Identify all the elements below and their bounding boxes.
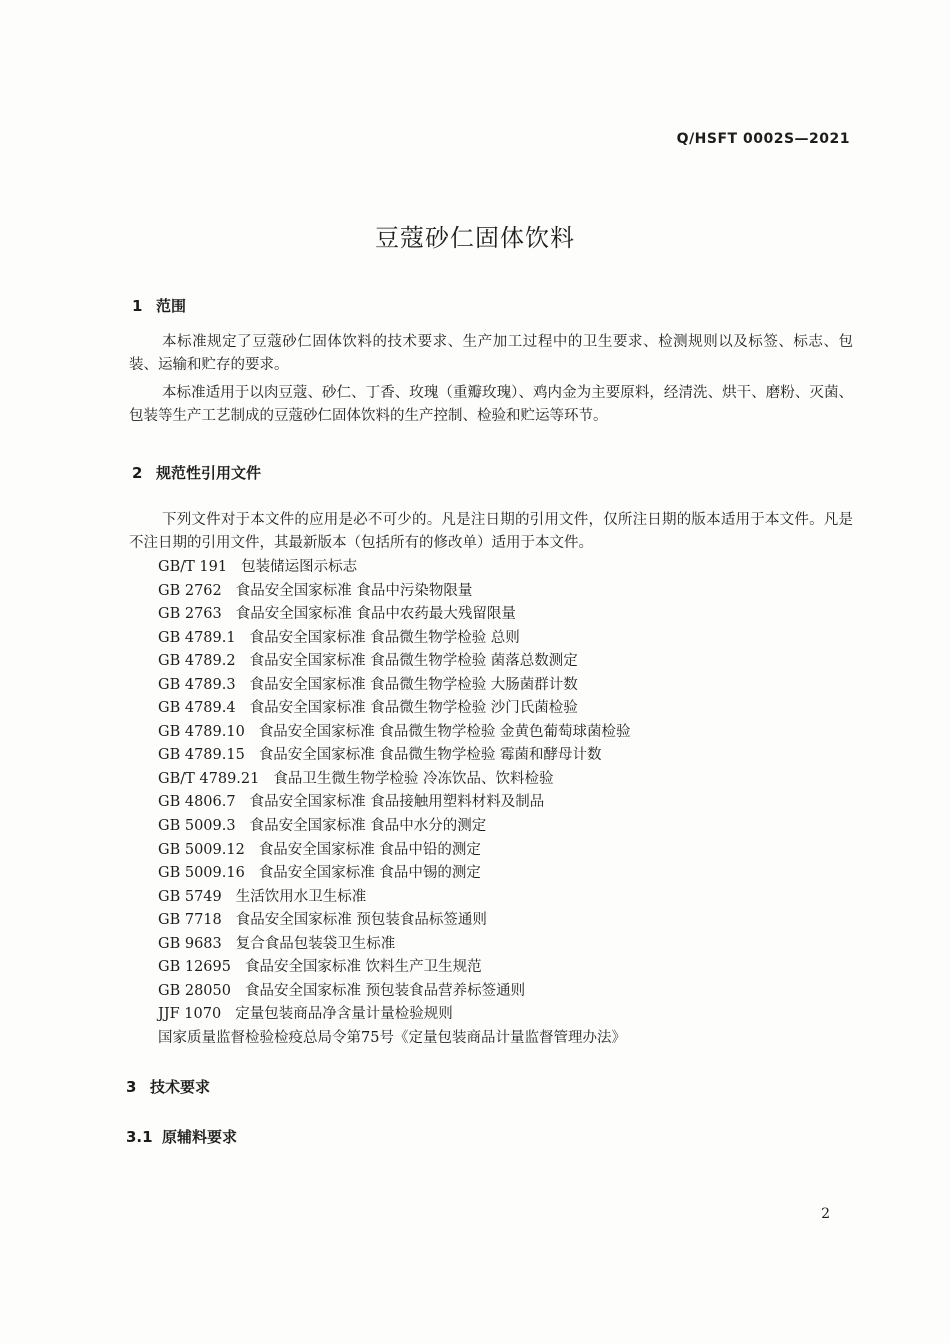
reference-code: JJF 1070 xyxy=(158,1006,222,1023)
page-number: 2 xyxy=(821,1206,830,1222)
reference-item xyxy=(158,909,631,933)
reference-title: 食品安全国家标准 食品中农药最大残留限量 xyxy=(235,606,516,623)
reference-title: 食品安全国家标准 食品中铅的测定 xyxy=(258,841,481,858)
reference-item xyxy=(158,650,631,674)
reference-code: GB 5749 xyxy=(158,888,222,905)
reference-item xyxy=(158,933,631,957)
reference-code: GB 4789.10 xyxy=(158,723,245,740)
reference-item xyxy=(158,815,631,839)
reference-item xyxy=(158,697,631,721)
reference-item xyxy=(158,768,631,792)
reference-item xyxy=(158,956,631,980)
reference-code: GB 4806.7 xyxy=(158,794,236,811)
reference-title: 复合食品包装袋卫生标准 xyxy=(235,935,396,952)
reference-title: 食品安全国家标准 食品微生物学检验 总则 xyxy=(249,629,520,646)
section-2-intro: 下列文件对于本文件的应用是必不可少的。凡是注日期的引用文件，仅所注日期的版本适用于本文件。凡是不注日期的引用文件，其最新版本（包括所有的修改单）适用于本文件。 xyxy=(129,512,853,551)
section-2-heading xyxy=(132,462,261,483)
reference-item xyxy=(158,721,631,745)
reference-title: 食品安全国家标准 食品中水分的测定 xyxy=(249,818,487,835)
reference-title: 食品安全国家标准 食品接触用塑料材料及制品 xyxy=(249,794,545,811)
section-3-heading xyxy=(126,1076,210,1097)
reference-list xyxy=(158,556,631,1050)
section-title: 规范性引用文件 xyxy=(156,464,262,482)
reference-title: 包装储运图示标志 xyxy=(241,559,358,575)
reference-title: 食品安全国家标准 食品中污染物限量 xyxy=(235,582,473,599)
section-number: 3.1 xyxy=(126,1128,153,1146)
reference-code: GB 4789.1 xyxy=(158,629,236,646)
reference-item xyxy=(158,886,631,910)
reference-item xyxy=(158,580,631,604)
reference-title: 定量包装商品净含量计量检验规则 xyxy=(235,1006,453,1023)
reference-code: GB 4789.4 xyxy=(158,700,236,717)
reference-title: 食品安全国家标准 饮料生产卫生规范 xyxy=(244,959,482,976)
reference-code: GB 5009.3 xyxy=(158,818,236,835)
reference-title: 食品安全国家标准 食品微生物学检验 霉菌和酵母计数 xyxy=(258,747,602,764)
section-3-1-heading xyxy=(126,1126,237,1147)
reference-title: 食品安全国家标准 预包装食品标签通则 xyxy=(235,912,487,929)
reference-code: GB 5009.12 xyxy=(158,841,245,858)
reference-code: GB/T 191 xyxy=(158,559,228,575)
reference-title: 食品卫生微生物学检验 冷冻饮品、饮料检验 xyxy=(273,770,554,787)
reference-item xyxy=(158,1003,631,1027)
section-number: 2 xyxy=(132,464,143,482)
reference-code: GB 4789.2 xyxy=(158,653,236,670)
reference-item xyxy=(158,791,631,815)
reference-code: GB 9683 xyxy=(158,935,222,952)
section-title: 技术要求 xyxy=(150,1078,211,1096)
reference-title: 国家质量监督检验检疫总局令第75号《定量包装商品计量监督管理办法》 xyxy=(158,1029,626,1046)
reference-title: 食品安全国家标准 食品微生物学检验 大肠菌群计数 xyxy=(249,676,578,693)
reference-item xyxy=(158,674,631,698)
reference-code: GB 4789.15 xyxy=(158,747,245,764)
document-title: 豆蔻砂仁固体饮料 xyxy=(375,224,575,252)
reference-title: 食品安全国家标准 食品微生物学检验 金黄色葡萄球菌检验 xyxy=(258,723,631,740)
section-1-paragraph-2: 本标准适用于以肉豆蔻、砂仁、丁香、玫瑰（重瓣玫瑰）、鸡内金为主要原料，经清洗、烘干、磨粉、灭菌、包装等生产工艺制成的豆蔻砂仁固体饮料的生产控制、检验和贮运等环节。 xyxy=(129,385,853,424)
reference-code: GB 28050 xyxy=(158,982,231,999)
reference-title: 生活饮用水卫生标准 xyxy=(235,888,367,905)
reference-code: GB/T 4789.21 xyxy=(158,770,260,787)
section-number: 3 xyxy=(126,1078,137,1096)
reference-item xyxy=(158,839,631,863)
standard-code: Q/HSFT 0002S—2021 xyxy=(676,131,850,147)
reference-title: 食品安全国家标准 食品中锡的测定 xyxy=(258,865,481,882)
reference-item xyxy=(158,627,631,651)
reference-code: GB 12695 xyxy=(158,959,231,976)
reference-item xyxy=(158,1027,631,1051)
reference-item xyxy=(158,744,631,768)
reference-code: GB 2762 xyxy=(158,582,222,599)
reference-title: 食品安全国家标准 食品微生物学检验 菌落总数测定 xyxy=(249,653,578,670)
reference-item xyxy=(158,603,631,627)
section-title: 原辅料要求 xyxy=(162,1128,238,1146)
section-1-paragraph-1: 本标准规定了豆蔻砂仁固体饮料的技术要求、生产加工过程中的卫生要求、检测规则以及标签、标志、包装、运输和贮存的要求。 xyxy=(129,334,853,373)
section-1-heading xyxy=(132,295,186,316)
section-title: 范围 xyxy=(156,297,187,315)
reference-code: GB 4789.3 xyxy=(158,676,236,693)
reference-title: 食品安全国家标准 食品微生物学检验 沙门氏菌检验 xyxy=(249,700,578,717)
reference-title: 食品安全国家标准 预包装食品营养标签通则 xyxy=(244,982,526,999)
reference-item xyxy=(158,980,631,1004)
reference-item xyxy=(158,862,631,886)
reference-code: GB 5009.16 xyxy=(158,865,245,882)
reference-code: GB 2763 xyxy=(158,606,222,623)
section-number: 1 xyxy=(132,297,143,315)
reference-code: GB 7718 xyxy=(158,912,222,929)
reference-item xyxy=(158,556,631,580)
